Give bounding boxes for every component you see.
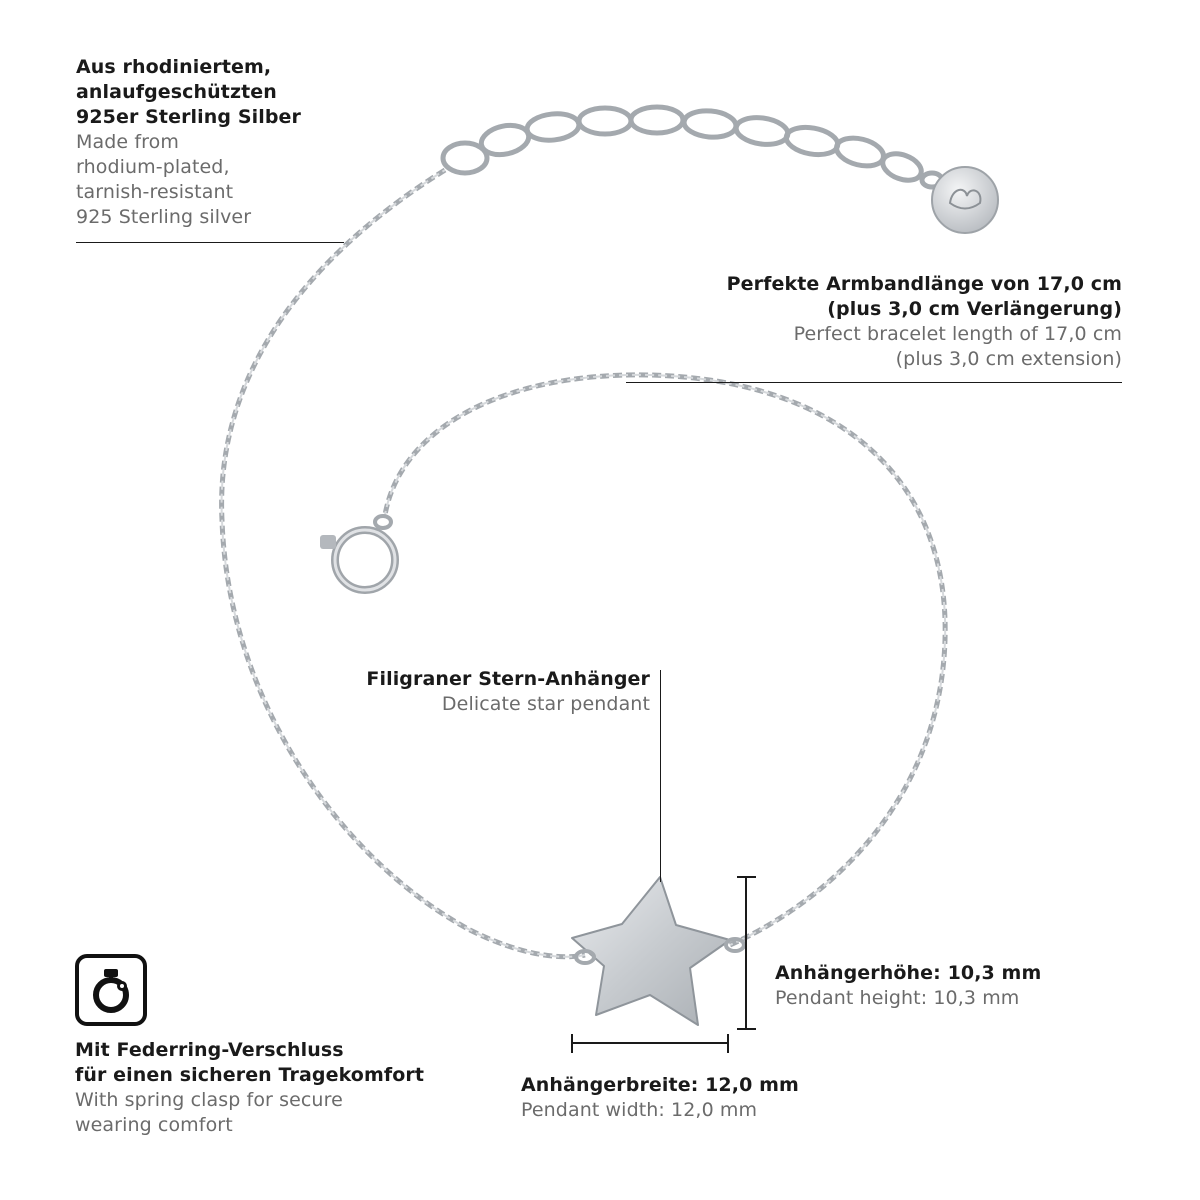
clasp-en-line: With spring clasp for secure [75,1089,343,1111]
length-de-line: (plus 3,0 cm Verlängerung) [827,298,1122,320]
star-pendant [572,877,744,1025]
material-en-line: rhodium-plated, [76,156,230,178]
clasp-annotation [75,1038,495,1138]
material-leader-line [76,242,344,243]
pendant-annotation [330,667,650,717]
spring-clasp-icon [75,954,147,1026]
material-en-line: tarnish-resistant [76,181,234,203]
material-de-line: Aus rhodiniertem, [76,56,272,78]
material-en-line: Made from [76,131,179,153]
pendant-en-label: Delicate star pendant [441,693,650,715]
height-annotation [775,961,1155,1011]
clasp-de-line: Mit Federring-Verschluss [75,1039,344,1061]
outer-chain [222,170,585,957]
height-de-label: Anhängerhöhe: 10,3 mm [775,962,1042,984]
spring-clasp [320,516,395,590]
width-en-label: Pendant width: 12,0 mm [521,1099,758,1121]
inner-chain [385,375,945,945]
pendant-leader-line [660,670,661,882]
clasp-de-line: für einen sicheren Tragekomfort [75,1064,425,1086]
material-en-line: 925 Sterling silver [76,206,252,228]
material-annotation [76,55,376,230]
width-annotation [521,1073,901,1123]
length-annotation [640,272,1122,372]
length-leader-line [626,382,1122,383]
extension-chain [443,107,942,187]
clasp-en-line: wearing comfort [75,1114,233,1136]
height-en-label: Pendant height: 10,3 mm [775,987,1020,1009]
material-de-line: anlaufgeschützten [76,81,277,103]
brand-tag [932,167,998,233]
material-de-line: 925er Sterling Silber [76,106,301,128]
length-en-line: Perfect bracelet length of 17,0 cm [793,323,1122,345]
length-de-line: Perfekte Armbandlänge von 17,0 cm [726,273,1122,295]
width-de-label: Anhängerbreite: 12,0 mm [521,1074,799,1096]
height-dimension [737,877,756,1029]
length-en-line: (plus 3,0 cm extension) [895,348,1122,370]
pendant-de-label: Filigraner Stern-Anhänger [366,668,650,690]
width-dimension [572,1034,728,1053]
